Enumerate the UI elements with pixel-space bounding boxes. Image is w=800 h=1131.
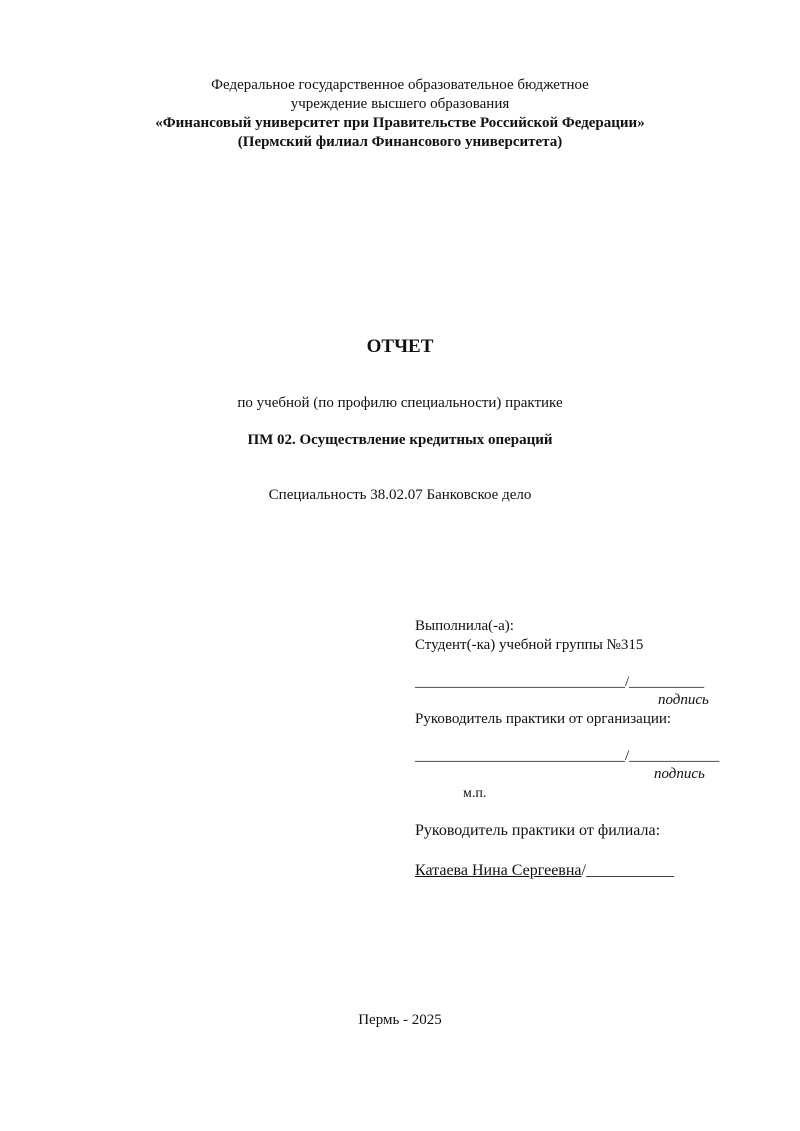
performed-by-label: Выполнила(-а):: [415, 618, 514, 634]
branch-supervisor-name: Катаева Нина Сергеевна: [415, 862, 582, 879]
city-year: Пермь - 2025: [358, 1012, 442, 1028]
branch-signature-line: /___________: [581, 862, 674, 879]
stamp-label: м.п.: [463, 786, 487, 801]
student-signature-caption: подпись: [658, 692, 709, 708]
org-signature-line: ____________________________/____________: [415, 748, 720, 764]
university-name: «Финансовый университет при Правительстве Российской Федерации»: [155, 115, 645, 131]
report-title: ОТЧЕТ: [366, 336, 434, 357]
report-subtitle: по учебной (по профилю специальности) практике: [237, 395, 563, 411]
org-signature-caption: подпись: [654, 766, 705, 782]
institution-line-2: учреждение высшего образования: [290, 96, 510, 112]
branch-supervisor-signature: [415, 862, 674, 880]
student-group-label: Студент(-ка) учебной группы №315: [415, 637, 644, 653]
branch-supervisor-label: Руководитель практики от филиала:: [415, 822, 661, 839]
institution-line-1: Федеральное государственное образовательное бюджетное: [211, 77, 589, 93]
specialty: Специальность 38.02.07 Банковское дело: [268, 487, 532, 503]
branch-name: (Пермский филиал Финансового университета): [237, 134, 563, 150]
org-supervisor-label: Руководитель практики от организации:: [415, 711, 672, 727]
student-signature-line: ____________________________/__________: [415, 674, 705, 690]
module-name: ПМ 02. Осуществление кредитных операций: [247, 432, 553, 448]
